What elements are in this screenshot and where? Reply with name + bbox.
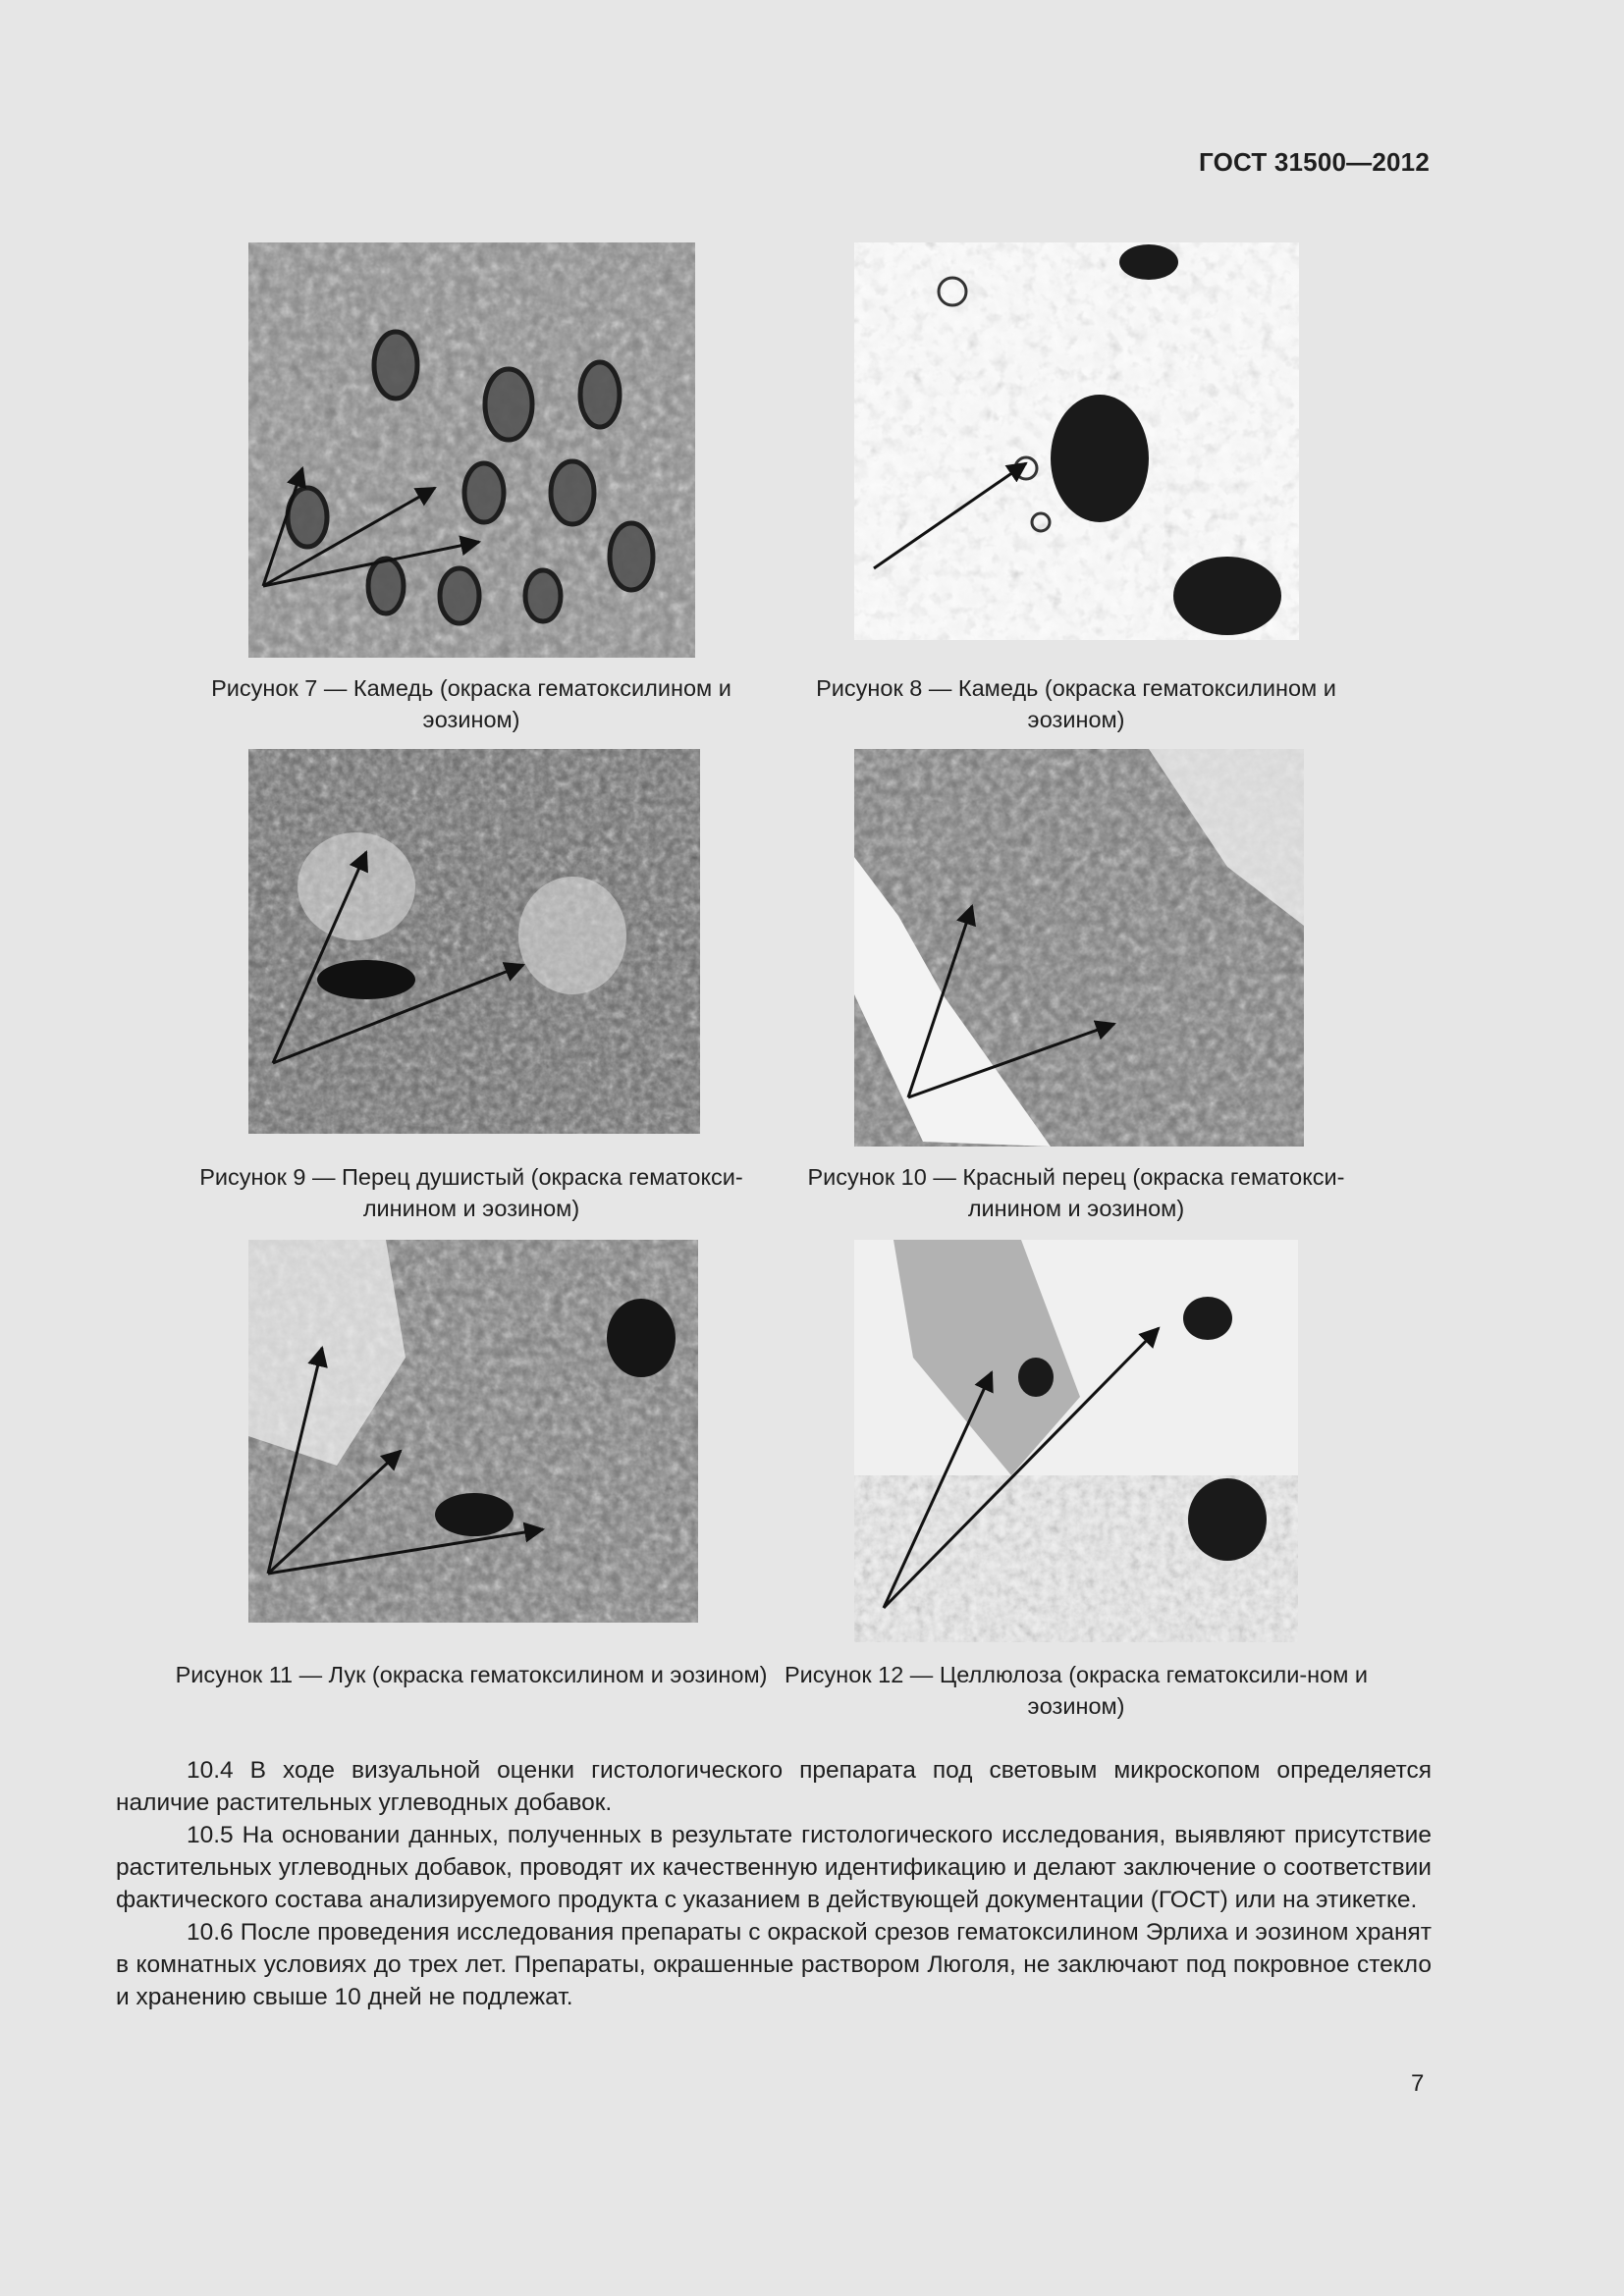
figure-8-caption: Рисунок 8 — Камедь (окраска гематоксилином и эозином) xyxy=(816,675,1336,732)
figure-9-caption: Рисунок 9 — Перец душистый (окраска гематокси-линином и эозином) xyxy=(199,1164,743,1221)
page-number: 7 xyxy=(1411,2070,1425,2097)
body-text xyxy=(116,1754,1432,2013)
figure-11-image xyxy=(248,1240,698,1623)
paragraph-10-5: 10.5 На основании данных, полученных в результате гистологического исследования, выявляют присутствие растительных углеводных добавок, проводят их качественную идентификацию и делают заключение о соответствии фактического состава анализируемого продукта с указанием в действующей документации (ГОСТ) или на этикетке. xyxy=(116,1822,1432,1913)
paragraph-10-6: 10.6 После проведения исследования препараты с окраской срезов гематоксилином Эрлиха и эозином хранят в комнатных условиях до трех лет. Препараты, окрашенные раствором Люголя, не заключают под покровное стекло и хранению свыше 10 дней не подлежат. xyxy=(116,1919,1432,2010)
paragraph-10-4: 10.4 В ходе визуальной оценки гистологического препарата под световым микроскопом определяется наличие растительных углеводных добавок. xyxy=(116,1757,1432,1816)
figure-11-caption: Рисунок 11 — Лук (окраска гематоксилином и эозином) xyxy=(175,1662,768,1687)
figure-12-caption: Рисунок 12 — Целлюлоза (окраска гематоксили-ном и эозином) xyxy=(784,1662,1369,1719)
figure-7-image xyxy=(248,242,695,658)
figure-9-image xyxy=(248,749,700,1134)
figure-8-image xyxy=(854,242,1299,640)
figure-10-caption: Рисунок 10 — Красный перец (окраска гематокси-линином и эозином) xyxy=(807,1164,1345,1221)
figure-7-caption: Рисунок 7 — Камедь (окраска гематоксилином и эозином) xyxy=(211,675,731,732)
figure-10-image xyxy=(854,749,1304,1147)
figure-12-image xyxy=(854,1240,1298,1642)
document-number: ГОСТ 31500—2012 xyxy=(1199,147,1430,177)
